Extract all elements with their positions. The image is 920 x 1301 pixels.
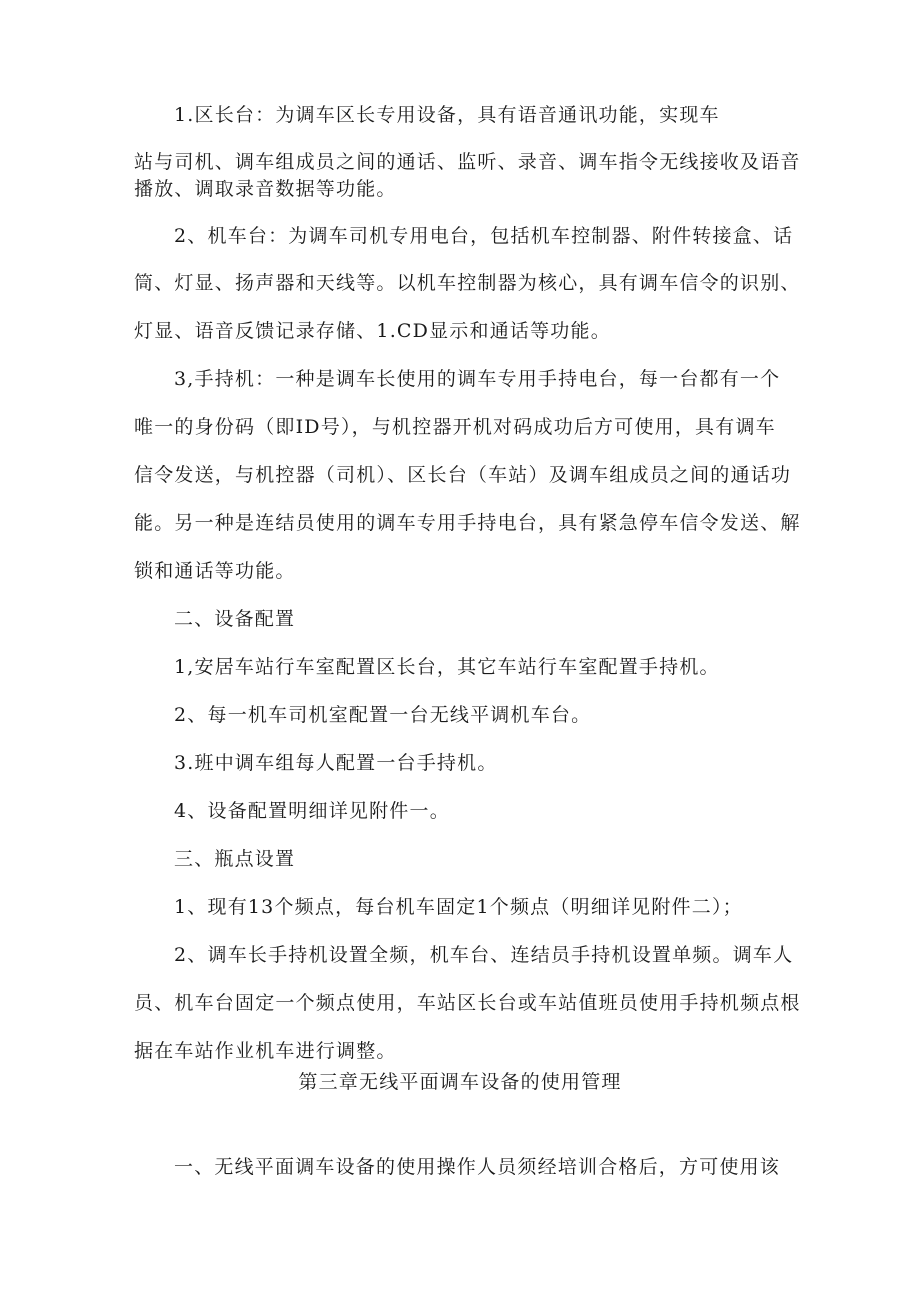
paragraph-line: 一、无线平面调车设备的使用操作人员须经培训合格后，方可使用该 (174, 1156, 781, 1178)
paragraph-line: 能。另一种是连结员使用的调车专用手持电台，具有紧急停车信令发送、解 (134, 512, 801, 534)
paragraph-line: 1、现有13个频点，每台机车固定1个频点（明细详见附件二）； (174, 896, 743, 918)
paragraph-line: 据在车站作业机车进行调整。 (134, 1040, 397, 1062)
chapter-title: 第三章无线平面调车设备的使用管理 (298, 1071, 622, 1093)
paragraph-line: 灯显、语音反馈记录存储、1.CD显示和通话等功能。 (134, 320, 611, 342)
paragraph-line: 3,手持机：一种是调车长使用的调车专用手持电台，每一台都有一个 (174, 368, 781, 390)
paragraph-line: 2、机车台：为调车司机专用电台，包括机车控制器、附件转接盒、话 (174, 225, 794, 247)
paragraph-line: 4、设备配置明细详见附件一。 (174, 800, 450, 822)
paragraph-line: 1,安居车站行车室配置区长台，其它车站行车室配置手持机。 (174, 656, 720, 678)
paragraph-line: 2、每一机车司机室配置一台无线平调机车台。 (174, 704, 592, 726)
section-heading: 三、瓶点设置 (174, 848, 296, 870)
paragraph-line: 1.区长台：为调车区长专用设备，具有语音通讯功能，实现车 (174, 104, 720, 126)
paragraph-line: 播放、调取录音数据等功能。 (134, 178, 397, 200)
paragraph-line: 筒、灯显、扬声器和天线等。以机车控制器为核心，具有调车信令的识别、 (134, 272, 801, 294)
paragraph-line: 锁和通话等功能。 (134, 560, 296, 582)
paragraph-line: 信令发送，与机控器（司机）、区长台（车站）及调车组成员之间的通话功 (134, 464, 792, 486)
paragraph-line: 唯一的身份码（即ID号），与机控器开机对码成功后方可使用，具有调车 (134, 416, 776, 438)
section-heading: 二、设备配置 (174, 608, 296, 630)
paragraph-line: 2、调车长手持机设置全频，机车台、连结员手持机设置单频。调车人 (174, 944, 794, 966)
paragraph-line: 站与司机、调车组成员之间的通话、监听、录音、调车指令无线接收及语音 (134, 151, 801, 173)
paragraph-line: 3.班中调车组每人配置一台手持机。 (174, 752, 498, 774)
paragraph-line: 员、机车台固定一个频点使用，车站区长台或车站值班员使用手持机频点根 (134, 992, 801, 1014)
